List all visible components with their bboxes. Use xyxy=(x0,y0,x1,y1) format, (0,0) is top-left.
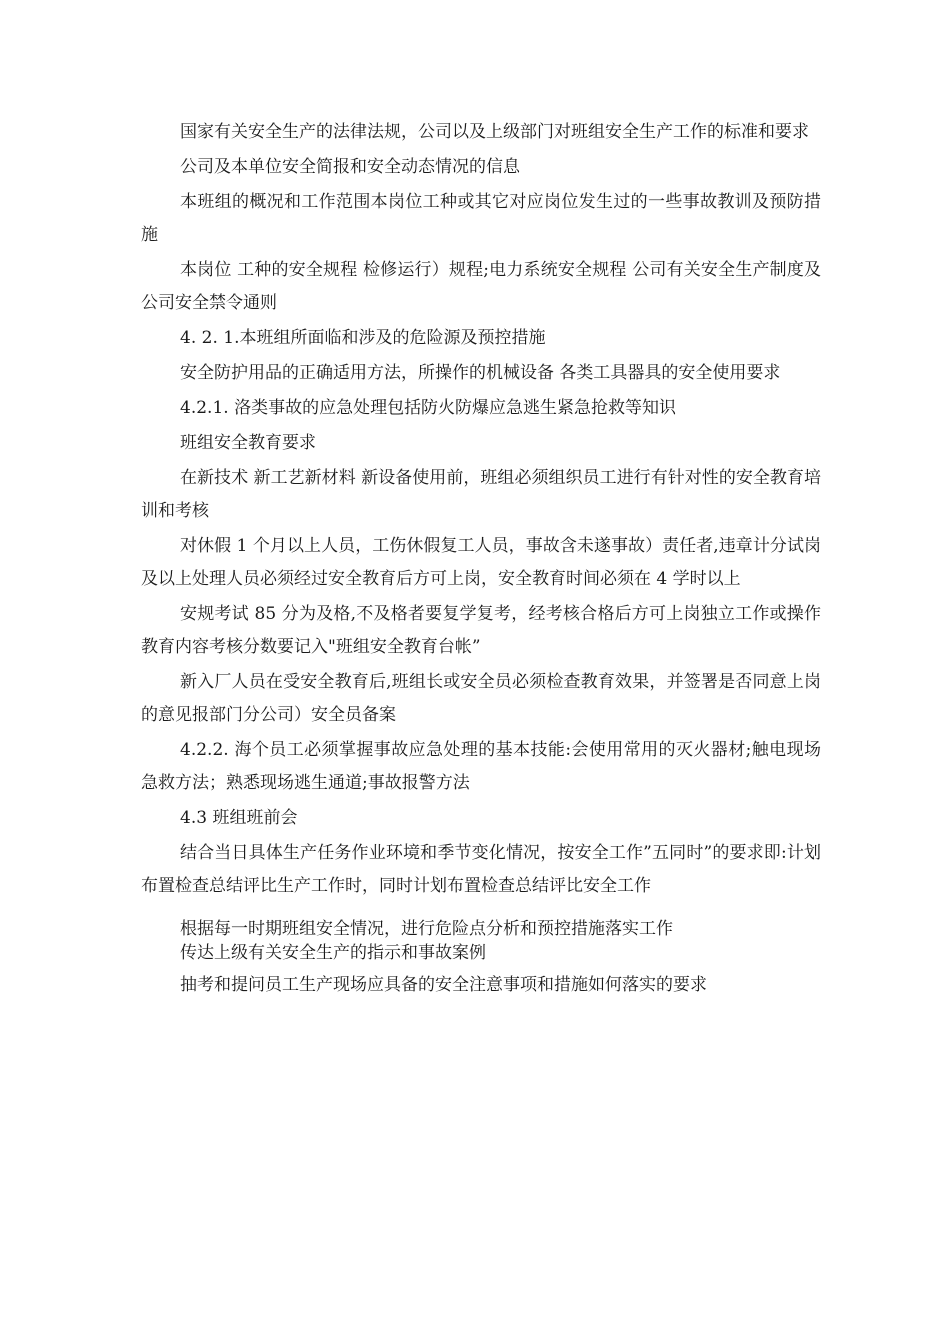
paragraph-instructions-cases: 传达上级有关安全生产的指示和事故案例 xyxy=(180,943,486,963)
paragraph-leave-return-training: 对休假 1 个月以上人员，工伤休假复工人员，事故含未遂事故）责任者,违章计分试岗及以上处理人员必须经过安全教育后方可上岗，安全教育时间必须在 4 学时以上 xyxy=(141,536,821,589)
paragraph-education-requirements-heading: 班组安全教育要求 xyxy=(180,433,316,453)
paragraph-team-overview: 本班组的概况和工作范围本岗位工种或其它对应岗位发生过的一些事故教训及预防措施 xyxy=(141,192,821,245)
document-body xyxy=(141,116,821,1002)
paragraph-quiz-employees: 抽考和提问员工生产现场应具备的安全注意事项和措施如何落实的要求 xyxy=(180,975,707,995)
paragraph-five-simultaneous: 结合当日具体生产任务作业环境和季节变化情况，按安全工作”五同时”的要求即:计划布置检查总结评比生产工作时，同时计划布置检查总结评比安全工作 xyxy=(141,843,821,896)
paragraph-exam-score: 安规考试 85 分为及格,不及格者要复学复考，经考核合格后方可上岗独立工作或操作教育内容考核分数要记入"班组安全教育台帐” xyxy=(141,604,821,657)
paragraph-laws-requirements: 国家有关安全生产的法律法规，公司以及上级部门对班组安全生产工作的标准和要求 xyxy=(180,122,809,142)
paragraph-safety-rules: 本岗位 工种的安全规程 检修运行）规程;电力系统安全规程 公司有关安全生产制度及公司安全禁令通则 xyxy=(141,260,821,313)
paragraph-safety-bulletin: 公司及本单位安全简报和安全动态情况的信息 xyxy=(180,157,520,177)
paragraph-new-employee-check: 新入厂人员在受安全教育后,班组长或安全员必须检查教育效果，并签署是否同意上岗的意见报部门分公司）安全员备案 xyxy=(141,672,821,725)
section-heading-pre-shift-meeting: 4.3 班组班前会 xyxy=(180,808,298,828)
paragraph-hazard-sources: 4. 2. 1.本班组所面临和涉及的危险源及预控措施 xyxy=(180,328,546,348)
paragraph-new-technology-training: 在新技术 新工艺新材料 新设备使用前，班组必须组织员工进行有针对性的安全教育培训和考核 xyxy=(141,468,821,521)
paragraph-protective-equipment: 安全防护用品的正确适用方法，所操作的机械设备 各类工具器具的安全使用要求 xyxy=(180,363,781,383)
paragraph-emergency-skills: 4.2.2. 海个员工必须掌握事故应急处理的基本技能:会使用常用的灭火器材;触电现场急救方法；熟悉现场逃生通道;事故报警方法 xyxy=(141,740,821,793)
paragraph-emergency-handling: 4.2.1. 洛类事故的应急处理包括防火防爆应急逃生紧急抢救等知识 xyxy=(180,398,677,418)
paragraph-risk-analysis: 根据每一时期班组安全情况，进行危险点分析和预控措施落实工作 xyxy=(180,919,673,939)
